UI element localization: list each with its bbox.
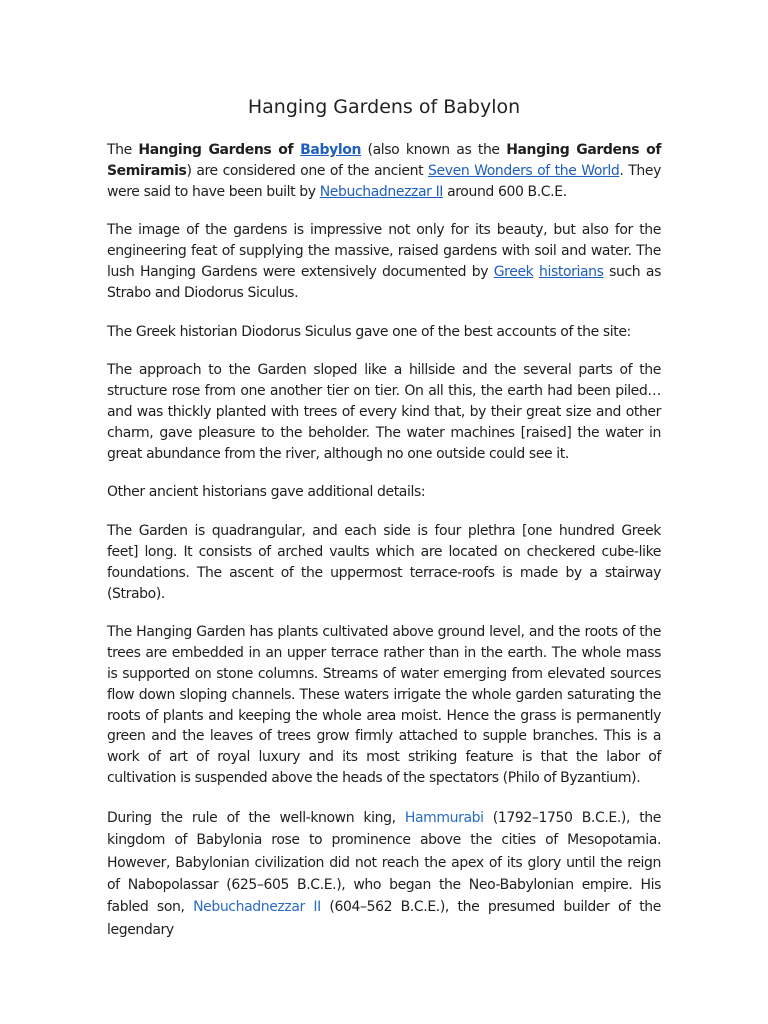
paragraph-other-historians: Other ancient historians gave additional details: [107, 484, 426, 501]
bold-term: Hanging Gardens of Semiramis [107, 142, 662, 179]
text-run: The [107, 142, 139, 158]
text-run: The image of the gardens is impressive not only for its beauty, but also for the engineering feat of supplying the massive, raised gardens with soil and water. The lush Hanging Gardens were extensively documented by [107, 222, 661, 280]
text-run: (604–562 B.C.E.), the presumed builder of the legendary [107, 899, 661, 938]
text-run: . They were said to have been built by [107, 162, 661, 200]
paragraph-history [107, 807, 661, 941]
text-run: During the rule of the well-known king, [107, 809, 405, 826]
text-run: such as Strabo and Diodorus Siculus. [107, 263, 661, 301]
bold-term: Hanging Gardens of [138, 142, 301, 158]
text-run: around 600 B.C.E. [443, 183, 567, 200]
paragraph-strabo-quote: The Garden is quadrangular, and each side is four plethra [one hundred Greek feet] long. It consists of arched vaults which are located on checkered cube-like foundations. The ascent of the uppermost terrace-roofs is made by a stairway (Strabo). [107, 523, 661, 602]
link-babylon[interactable]: Babylon [300, 142, 362, 158]
page-title: Hanging Gardens of Babylon [247, 96, 521, 118]
text-run: (also known as the [361, 142, 507, 158]
link-hammurabi[interactable]: Hammurabi [404, 809, 484, 826]
paragraph-engineering [107, 220, 661, 303]
link-nebuchadnezzar[interactable]: Nebuchadnezzar II [319, 183, 444, 200]
article-body [107, 140, 661, 959]
link-historians[interactable]: historians [539, 263, 604, 280]
paragraph-intro [107, 140, 661, 202]
paragraph-philo-quote: The Hanging Garden has plants cultivated above ground level, and the roots of the trees are embedded in an upper terrace rather than in the earth. The whole mass is supported on stone columns. Streams of water emerging from elevated sources flow down sloping channels. These waters irrigate the whole garden saturating the roots of plants and keeping the whole area moist. Hence the grass is permanently green and the leaves of trees grow firmly attached to supple branches. This is a work of art of royal luxury and its most striking feature is that the labor of cultivation is suspended above the heads of the spectators (Philo of Byzantium). [107, 624, 661, 786]
link-greek[interactable]: Greek [493, 263, 534, 280]
text-run: ) are considered one of the ancient [186, 162, 429, 179]
paragraph-diodorus-intro: The Greek historian Diodorus Siculus gave one of the best accounts of the site: [107, 323, 631, 340]
text-run: (1792–1750 B.C.E.), the kingdom of Babylonia rose to prominence above the cities of Mesopotamia. However, Babylonian civilization did not reach the apex of its glory until the reign of Nabopolassar (625–605 B.C.E.), who began the Neo-Babylonian empire. His fabled son, [107, 809, 661, 916]
link-seven-wonders[interactable]: Seven Wonders of the World [428, 162, 620, 179]
paragraph-diodorus-quote: The approach to the Garden sloped like a hillside and the several parts of the structure rose from one another tier on tier. On all this, the earth had been piled…and was thickly planted with trees of every kind that, by their great size and other charm, gave pleasure to the beholder. The water machines [raised] the water in great abundance from the river, although no one outside could see it. [107, 362, 661, 462]
link-nebuchadnezzar-ii[interactable]: Nebuchadnezzar II [193, 899, 321, 916]
